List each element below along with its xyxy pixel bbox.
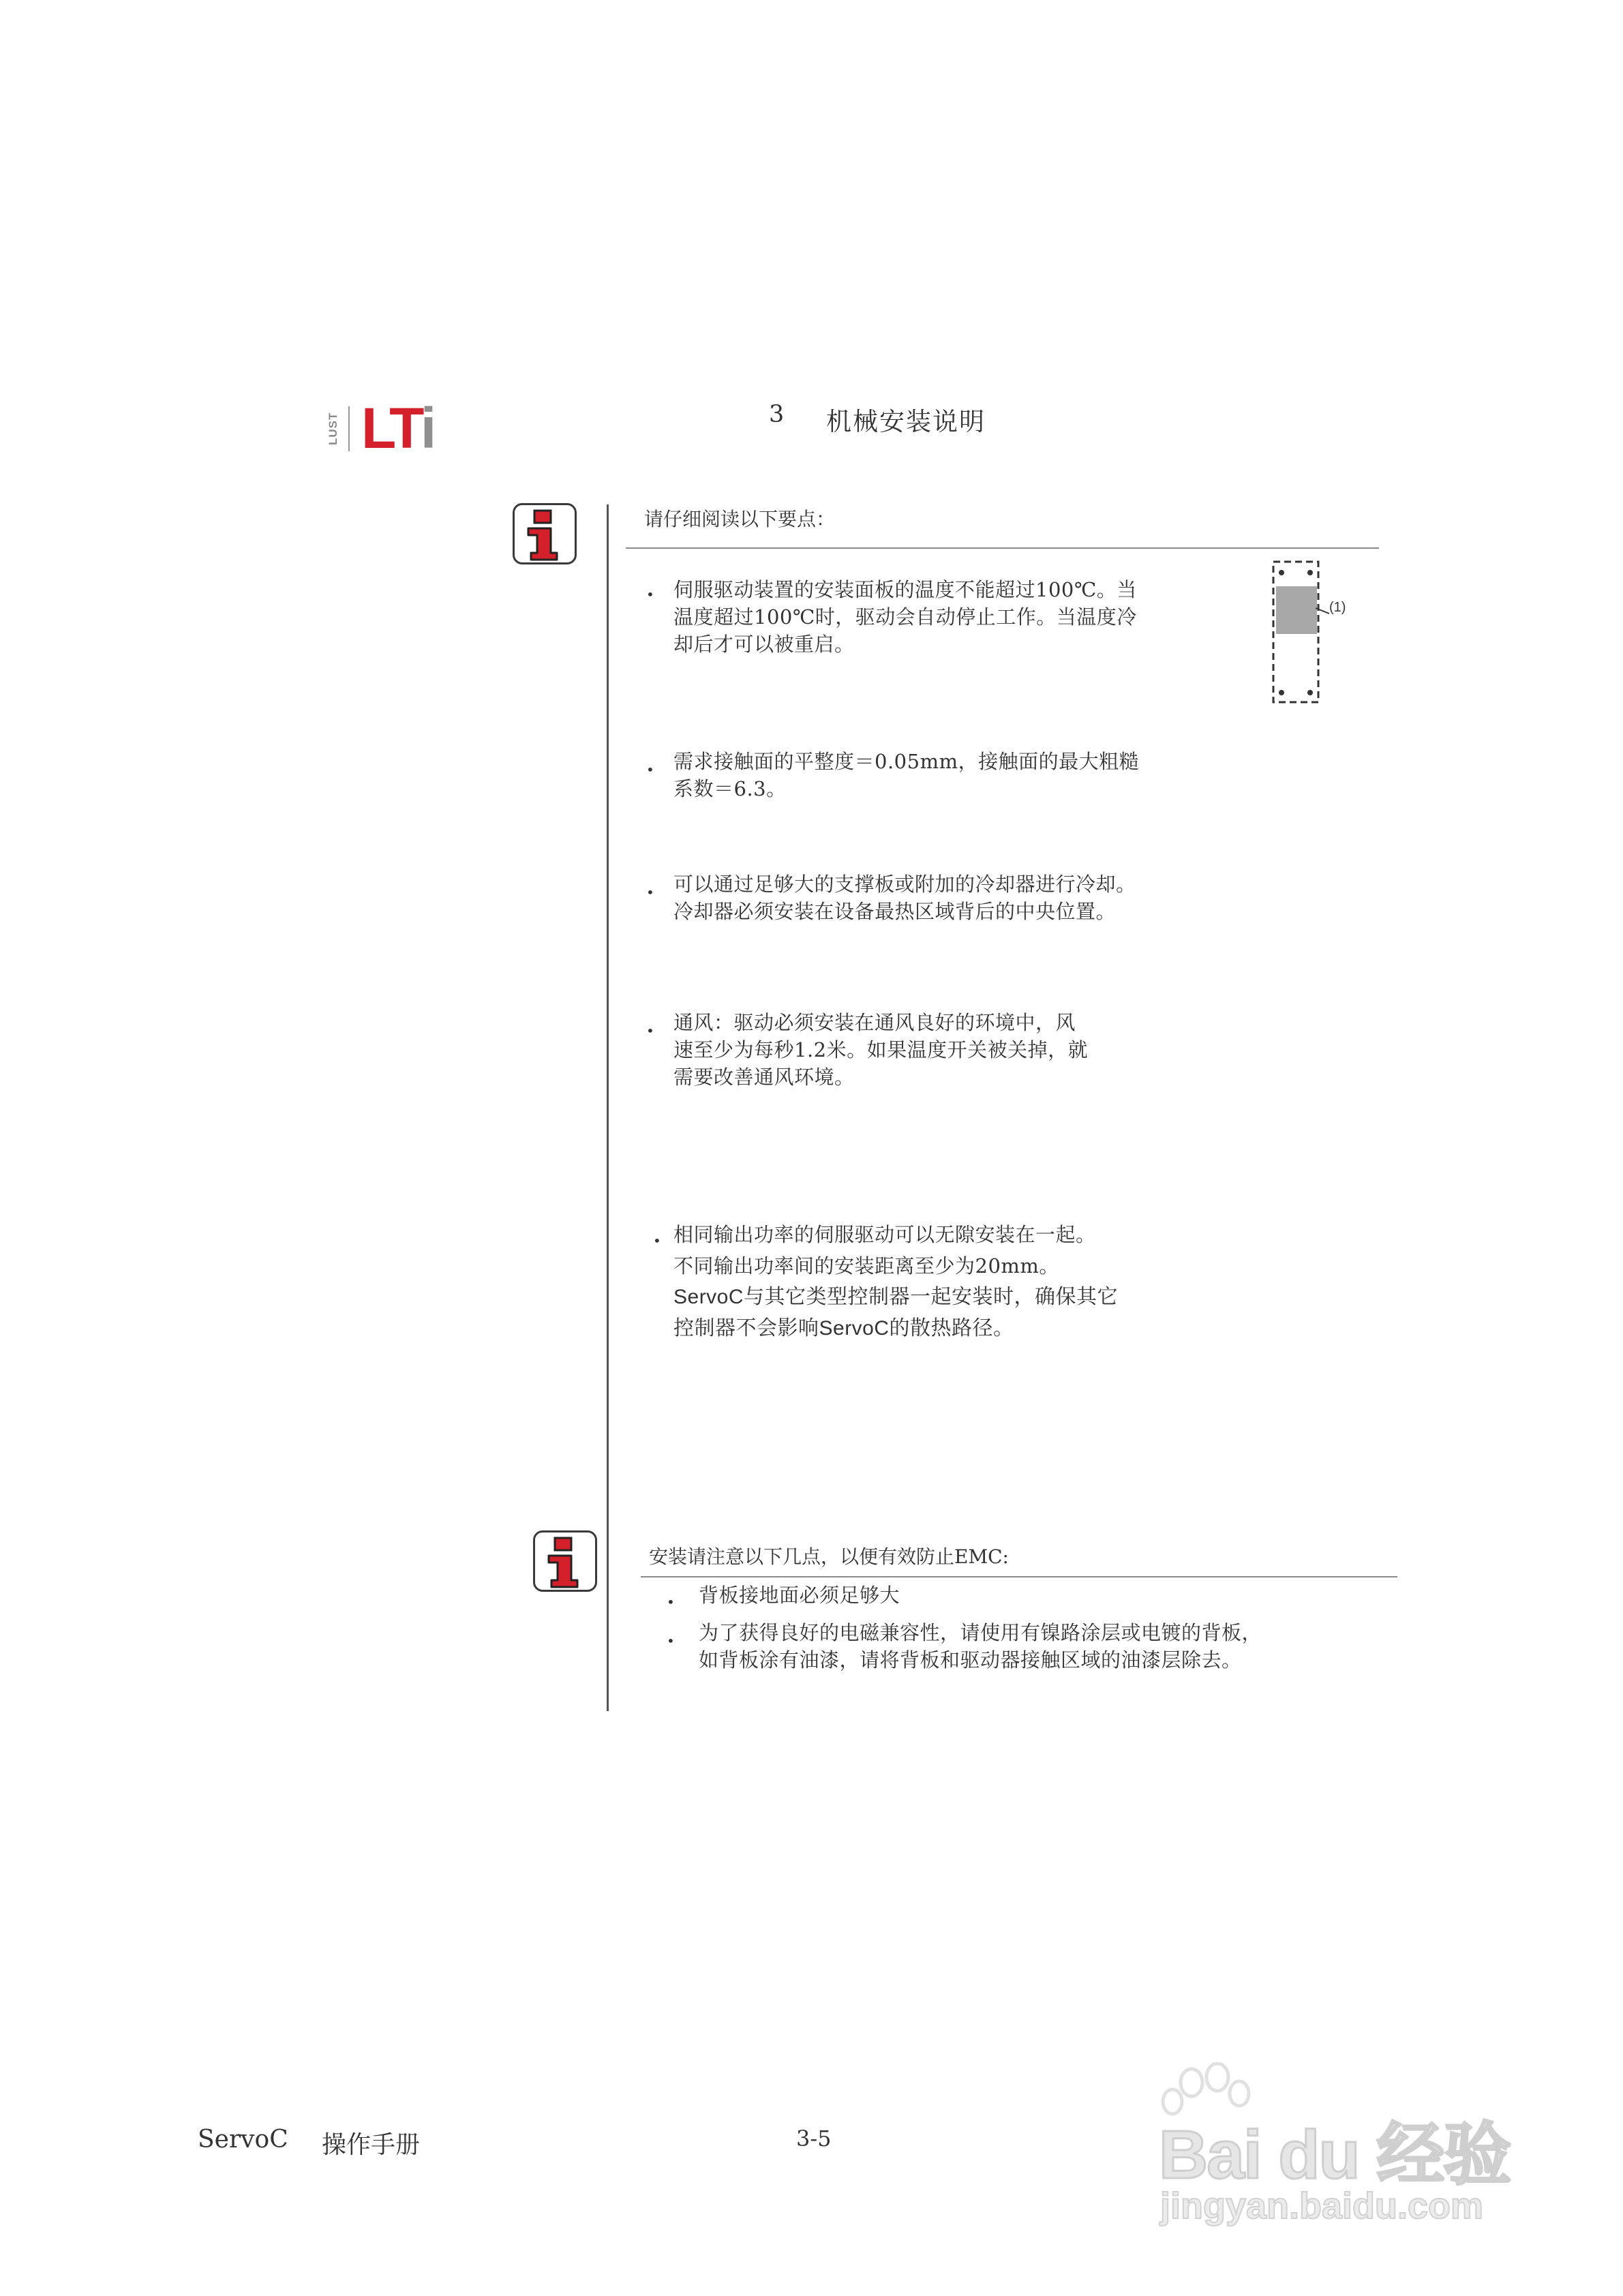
section2-rule [641,1576,1397,1577]
list-item-line: 需求接触面的平整度＝0.05mm，接触面的最大粗糙 [673,750,1140,773]
list-item [673,1009,1088,1091]
mounting-plate-diagram [1271,559,1352,712]
list-item [699,1582,900,1609]
footer-manual-title: 操作手册 [322,2131,421,2159]
list-item-line: 为了获得良好的电磁兼容性，请使用有镍路涂层或电镀的背板， [699,1621,1262,1644]
logo-lust-text: LUST [327,412,339,446]
list-item [673,871,1136,925]
list-item-line: 相同输出功率的伺服驱动可以无隙安装在一起。 [673,1223,1096,1246]
logo-lt: LT [361,396,421,460]
bullet-marker: • [646,586,654,603]
list-item-line: 速至少为每秒1.2米。如果温度开关被关掉，就 [673,1038,1089,1061]
section2-heading: 安装请注意以下几点，以便有效防止EMC: [649,1545,1009,1568]
watermark-brand: Bai du 经验 [1159,2117,1511,2193]
section1-rule [626,547,1379,549]
bullet-marker: • [653,1233,661,1249]
bullet-marker: • [667,1594,675,1610]
bullet-marker: • [646,761,654,778]
logo-i: i [420,396,434,460]
list-item-line: 如背板涂有油漆，请将背板和驱动器接触区域的油漆层除去。 [699,1648,1242,1672]
chapter-title: 机械安装说明 [826,407,986,436]
diagram-callout-label: (1) [1329,600,1346,615]
list-item [673,576,1137,658]
list-item-line: 温度超过100℃时，驱动会自动停止工作。当温度冷 [673,605,1137,629]
footer-page-number: 3-5 [796,2126,832,2151]
bullet-marker: • [646,884,654,901]
chapter-number: 3 [769,401,785,428]
list-item-line: 可以通过足够大的支撑板或附加的冷却器进行冷却。 [673,873,1136,896]
bullet-marker: • [667,1633,675,1649]
margin-vertical-rule [607,504,609,1711]
logo-lti-text [361,397,434,459]
list-item-line: 控制器不会影响ServoC的散热路径。 [673,1317,1014,1340]
section1-heading: 请仔细阅读以下要点： [644,508,836,530]
list-item-line: 不同输出功率间的安装距离至少为20mm。 [673,1254,1059,1278]
bullet-marker: • [646,1023,654,1039]
list-item-line: 冷却器必须安装在设备最热区域背后的中央位置。 [673,900,1117,923]
logo-separator [348,406,350,451]
list-item-line: ServoC与其它类型控制器一起安装时，确保其它 [673,1286,1119,1308]
list-item [673,1219,1118,1344]
watermark-url: jingyan.baidu.com [1160,2186,1484,2226]
list-item-line: 系数＝6.3。 [673,777,787,800]
list-item-line: 却后才可以被重启。 [673,633,855,656]
info-icon [513,503,577,564]
list-item-line: 背板接地面必须足够大 [699,1584,900,1607]
info-icon [533,1530,597,1592]
list-item-line: 通风：驱动必须安装在通风良好的环境中，风 [673,1011,1076,1034]
list-item-line: 需要改善通风环境。 [673,1066,855,1089]
footer-product-name: ServoC [198,2126,288,2154]
list-item-line: 伺服驱动装置的安装面板的温度不能超过100℃。当 [673,578,1137,601]
list-item [673,748,1139,802]
list-item [699,1619,1262,1674]
